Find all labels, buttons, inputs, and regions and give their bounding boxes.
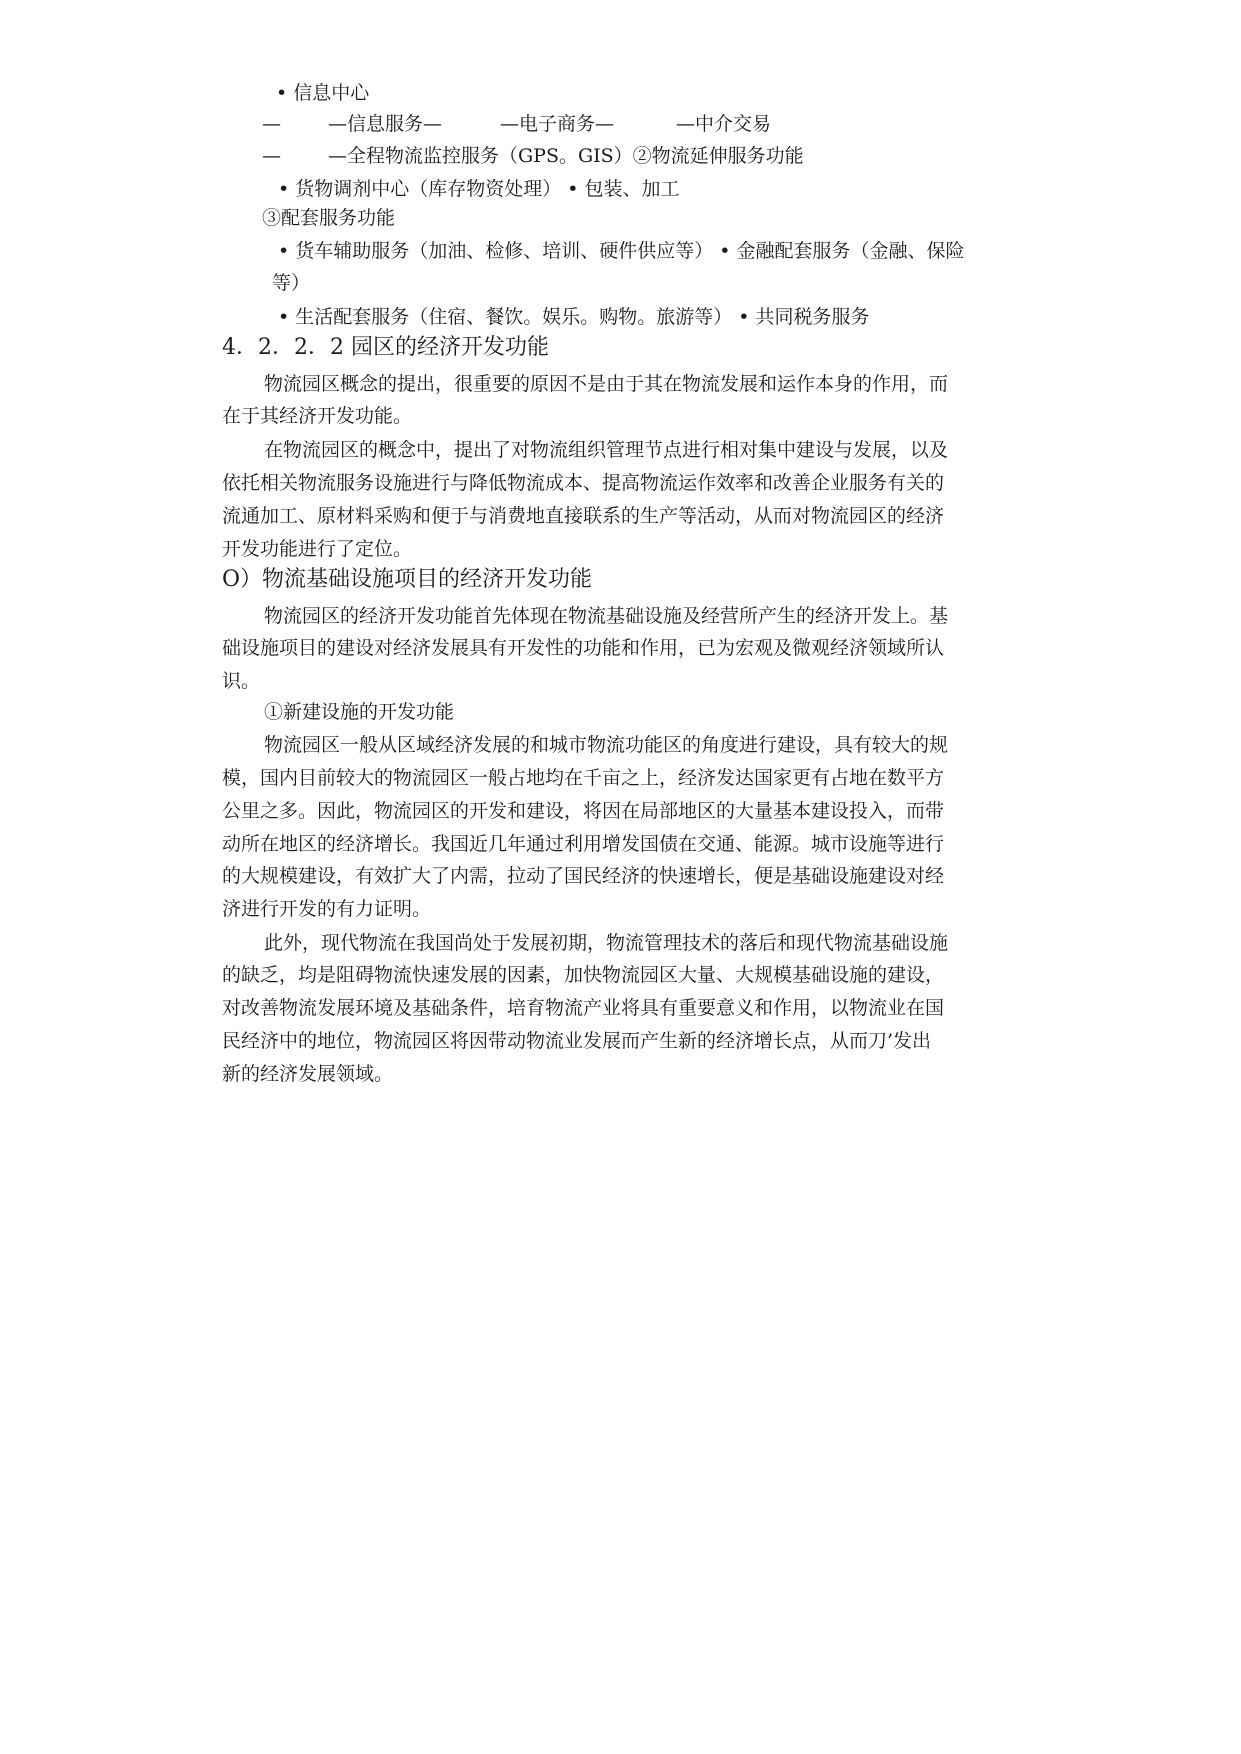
paragraph-line: 识。: [222, 670, 261, 692]
paragraph-line: 新的经济发展领域。: [222, 1063, 394, 1085]
support-services-heading: ③配套服务功能: [262, 207, 396, 229]
service-life-line: • 生活配套服务（住宿、餐饮。娱乐。购物。旅游等） • 共同税务服务: [278, 306, 870, 328]
service-cargo-line: • 货物调剂中心（库存物资处理） • 包装、加工: [278, 178, 680, 200]
paragraph-line: 开发功能进行了定位。: [222, 538, 413, 560]
paragraph-line: 济进行开发的有力证明。: [222, 898, 432, 920]
service-info-center: • 信息中心: [276, 82, 370, 104]
paragraph-line: 础设施项目的建设对经济发展具有开发性的功能和作用，已为宏观及微观经济领域所认: [222, 637, 945, 659]
paragraph-line: 动所在地区的经济增长。我国近几年通过利用增发国债在交通、能源。城市设施等进行: [222, 833, 945, 855]
service-truck-line: • 货车辅助服务（加油、检修、培训、硬件供应等） • 金融配套服务（金融、保险: [278, 240, 965, 262]
paragraph-line: 公里之多。因此，物流园区的开发和建设，将因在局部地区的大量基本建设投入，而带: [222, 800, 945, 822]
service-info-item: —中介交易: [676, 113, 772, 135]
paragraph-line: 流通加工、原材料采购和便于与消费地直接联系的生产等活动，从而对物流园区的经济: [222, 505, 945, 527]
sub-item-heading: ①新建设施的开发功能: [264, 701, 455, 723]
service-monitor-line: —全程物流监控服务（GPS。GIS）②物流延伸服务功能: [328, 145, 804, 167]
paragraph-line: 的大规模建设，有效扩大了内需，拉动了国民经济的快速增长，便是基础设施建设对经: [222, 865, 945, 887]
service-info-row-dash: —: [262, 113, 281, 135]
paragraph-line: 物流园区的经济开发功能首先体现在物流基础设施及经营所产生的经济开发上。基: [264, 605, 949, 627]
paragraph-line: 在物流园区的概念中，提出了对物流组织管理节点进行相对集中建设与发展，以及: [264, 439, 949, 461]
paragraph-line: 模，国内目前较大的物流园区一般占地均在千亩之上，经济发达国家更有占地在数平方: [222, 767, 945, 789]
section-heading: 4．2．2．2 园区的经济开发功能: [222, 335, 549, 360]
service-truck-line-cont: 等）: [272, 272, 311, 294]
paragraph-line: 民经济中的地位，物流园区将因带动物流业发展而产生新的经济增长点，从而刀’发出: [222, 1030, 932, 1052]
paragraph-line: 在于其经济开发功能。: [222, 405, 413, 427]
paragraph-line: 依托相关物流服务设施进行与降低物流成本、提高物流运作效率和改善企业服务有关的: [222, 472, 945, 494]
paragraph-line: 物流园区一般从区域经济发展的和城市物流功能区的角度进行建设，具有较大的规: [264, 734, 949, 756]
paragraph-line: 物流园区概念的提出，很重要的原因不是由于其在物流发展和运作本身的作用，而: [264, 373, 949, 395]
subsection-heading: O）物流基础设施项目的经济开发功能: [222, 567, 593, 592]
service-monitor-dash: —: [262, 145, 281, 167]
service-info-item: —电子商务—: [500, 113, 615, 135]
service-info-item: —信息服务—: [328, 113, 443, 135]
paragraph-line: 的缺乏，均是阻碍物流快速发展的因素，加快物流园区大量、大规模基础设施的建设，: [222, 964, 945, 986]
paragraph-line: 此外，现代物流在我国尚处于发展初期，物流管理技术的落后和现代物流基础设施: [264, 932, 949, 954]
paragraph-line: 对改善物流发展环境及基础条件，培育物流产业将具有重要意义和作用，以物流业在国: [222, 997, 945, 1019]
